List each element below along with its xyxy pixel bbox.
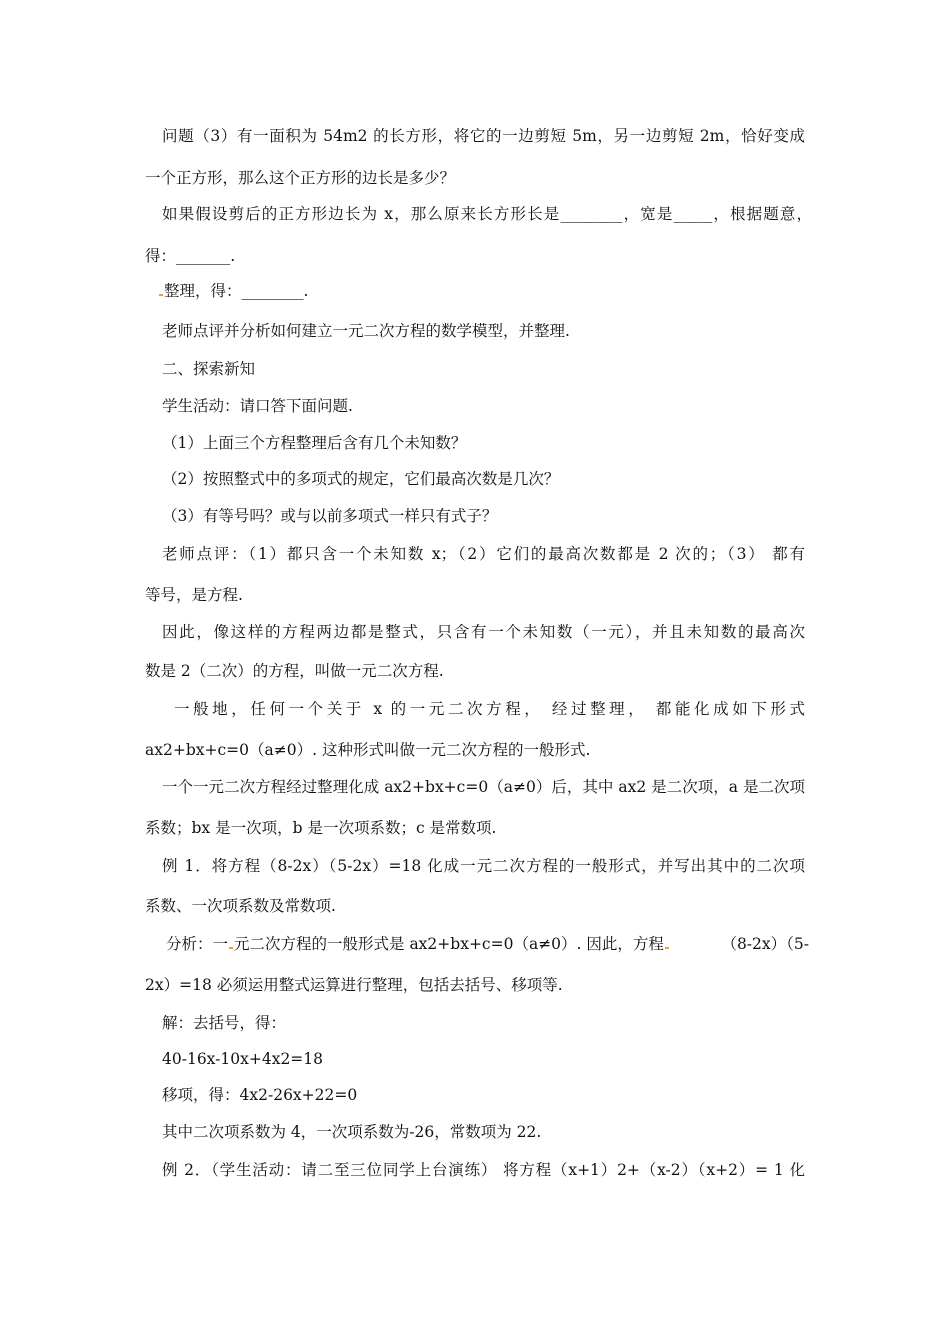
- example-1-line1: 例 1．将方程（8-2x）（5-2x）=18 化成一元二次方程的一般形式，并写出其中的二次项: [162, 857, 805, 875]
- question-1: （1）上面三个方程整理后含有几个未知数？: [162, 434, 467, 452]
- revision-mark: [229, 947, 233, 949]
- revision-mark: [159, 294, 163, 296]
- paragraph-terms-line2: 系数；bx 是一次项，b 是一次项系数；c 是常数项.: [145, 819, 497, 837]
- paragraph-problem-3-line2: 一个正方形，那么这个正方形的边长是多少？: [145, 169, 456, 187]
- paragraph-problem-3-line1: 问题（3）有一面积为 54m2 的长方形，将它的一边剪短 5m，另一边剪短 2m，恰好变成: [162, 127, 805, 145]
- solution-step-transpose: 移项，得：4x2-26x+22=0: [162, 1086, 358, 1104]
- paragraph-definition-line1: 因此，像这样的方程两边都是整式，只含有一个未知数（一元），并且未知数的最高次: [162, 623, 805, 641]
- paragraph-terms-line1: 一个一元二次方程经过整理化成 ax2+bx+c=0（a≠0）后，其中 ax2 是二次项，a 是二次项: [162, 778, 805, 796]
- solution-coefficients: 其中二次项系数为 4，一次项系数为-26，常数项为 22.: [162, 1123, 542, 1141]
- question-3: （3）有等号吗？或与以前多项式一样只有式子？: [162, 507, 498, 525]
- question-2: （2）按照整式中的多项式的规定，它们最高次数是几次？: [162, 470, 560, 488]
- paragraph-analysis-line2: 2x）=18 必须运用整式运算进行整理，包括去括号、移项等.: [145, 976, 563, 994]
- paragraph-simplify: 整理，得：________.: [158, 281, 308, 301]
- paragraph-teacher-review-line2: 等号，是方程.: [145, 586, 243, 604]
- solution-step-expand: 解：去括号，得：: [162, 1014, 287, 1032]
- solution-equation: 40-16x-10x+4x2=18: [162, 1050, 324, 1068]
- paragraph-definition-line2: 数是 2（二次）的方程，叫做一元二次方程.: [145, 662, 444, 680]
- paragraph-analysis-line1: 分析：一 元二次方程的一般形式是 ax2+bx+c=0（a≠0）. 因此，方程 （8-2x）（5-: [166, 935, 809, 953]
- section-heading-explore: 二、探索新知: [162, 360, 256, 378]
- paragraph-general-form-line2: ax2+bx+c=0（a≠0）. 这种形式叫做一元二次方程的一般形式.: [145, 741, 591, 759]
- revision-mark: [665, 947, 669, 949]
- example-2-line1: 例 2．（学生活动：请二至三位同学上台演练） 将方程（x+1）2+（x-2）（x+2）= 1 化: [162, 1161, 805, 1179]
- paragraph-student-activity: 学生活动：请口答下面问题.: [162, 397, 353, 415]
- paragraph-assume-line1: 如果假设剪后的正方形边长为 x，那么原来长方形长是________，宽是_____，根据题意，: [162, 205, 812, 223]
- paragraph-teacher-review-line1: 老师点评：（1）都只含一个未知数 x；（2）它们的最高次数都是 2 次的；（3） 都有: [162, 545, 805, 563]
- example-1-line2: 系数、一次项系数及常数项.: [145, 897, 336, 915]
- paragraph-general-form-line1: 一般地，任何一个关于 x 的一元二次方程， 经过整理， 都能化成如下形式: [174, 700, 805, 718]
- paragraph-assume-line2: 得：_______.: [145, 247, 236, 265]
- paragraph-teacher-comment: 老师点评并分析如何建立一元二次方程的数学模型，并整理.: [162, 322, 570, 340]
